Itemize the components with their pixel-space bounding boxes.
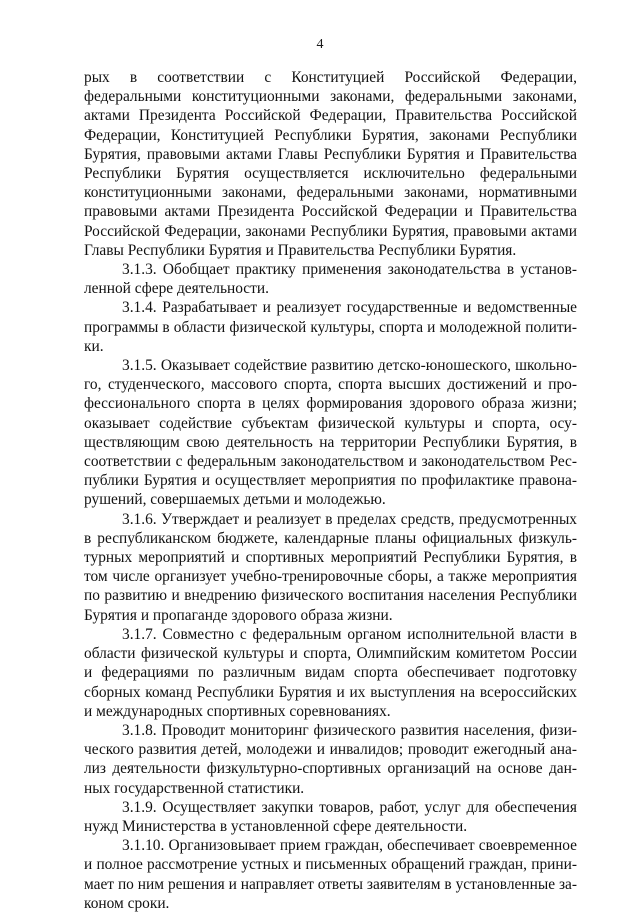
paragraph-continuation: рых в соответствии с Конституцией Российской Федерации, федеральными конституционными законами, федеральными законами, актами Президента Российской Федерации, Правительства Российской Федерации, Конституцией Республики Бурятия, законами Республики Бурятия, правовыми актами Главы Республики Бурятия и Правительства Республики Бурятия осуществляется исключительно федеральными конституционными законами, федеральными законами, нормативными правовыми актами Президента Российской Федерации и Правительства Российской Федерации, законами Республики Бурятия, правовыми актами Главы Республики Бурятия и Правительства Республики Бурятия. [84, 69, 577, 259]
paragraph-3-1-9: 3.1.9. Осуществляет закупки товаров, работ, услуг для обеспечения нужд Министерства в установленной сфере деятельности. [84, 798, 577, 835]
paragraph-3-1-4: 3.1.4. Разрабатывает и реализует государственные и ведомственные программы в области физической культуры, спорта и молодежной политики. [84, 299, 577, 355]
paragraph-3-1-10: 3.1.10. Организовывает прием граждан, обеспечивает своевременное и полное рассмотрение устных и письменных обращений граждан, принимает по ним решения и направляет ответы заявителям в установленные законом сроки. [84, 837, 577, 912]
document-body [84, 68, 577, 913]
paragraph-3-1-6: 3.1.6. Утверждает и реализует в пределах средств, предусмотренных в республиканском бюджете, календарные планы официальных физкультурных мероприятий и спортивных мероприятий Республики Бурятия, в том числе организует учебно-тренировочные сборы, а также мероприятия по развитию и внедрению физического воспитания населения Республики Бурятия и пропаганде здорового образа жизни. [84, 510, 577, 624]
paragraph-3-1-5: 3.1.5. Оказывает содействие развитию детско-юношеского, школьного, студенческого, массового спорта, спорта высших достижений и профессионального спорта в целях формирования здорового образа жизни; оказывает содействие субъектам физической культуры и спорта, осуществляющим свою деятельность на территории Республики Бурятия, в соответствии с федеральным законодательством и законодательством Республики Бурятия и осуществляет мероприятия по профилактике правонарушений, совершаемых детьми и молодежью. [84, 357, 577, 509]
paragraph-3-1-3: 3.1.3. Обобщает практику применения законодательства в установленной сфере деятельности. [84, 261, 577, 298]
paragraph-3-1-8: 3.1.8. Проводит мониторинг физического развития населения, физического развития детей, молодежи и инвалидов; проводит ежегодный анализ деятельности физкультурно-спортивных организаций на основе данных государственной статистики. [84, 721, 577, 797]
paragraph-3-1-7: 3.1.7. Совместно с федеральным органом исполнительной власти в области физической культуры и спорта, Олимпийским комитетом России и федерациями по различным видам спорта обеспечивает подготовку сборных команд Республики Бурятия и их выступления на всероссийских и международных спортивных соревнованиях. [84, 625, 577, 720]
page-number: 4 [316, 37, 324, 52]
